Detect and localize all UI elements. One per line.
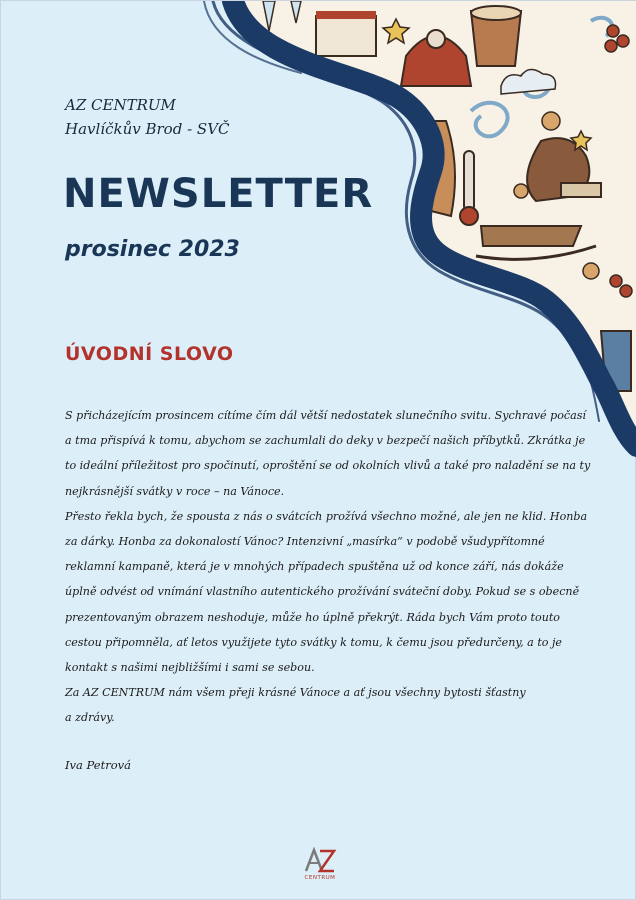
organization-location: Havlíčkův Brod - SVČ bbox=[65, 120, 230, 138]
az-centrum-logo bbox=[300, 847, 340, 881]
body-line: Přesto řekla bych, že spousta z nás o svátcích prožívá všechno možné, ale jen ne klid. Honba bbox=[65, 509, 588, 523]
calendar-icon bbox=[316, 11, 376, 56]
section-heading: ÚVODNÍ SLOVO bbox=[65, 343, 234, 365]
body-line: S přicházejícím prosincem cítíme čím dál větší nedostatek slunečního svitu. Sychravé počasí bbox=[65, 409, 586, 422]
signature: Iva Petrová bbox=[65, 758, 131, 772]
intro-text bbox=[65, 403, 591, 731]
newsletter-date: prosinec 2023 bbox=[65, 237, 240, 262]
organization-name: AZ CENTRUM bbox=[65, 96, 176, 114]
az-logo-icon bbox=[302, 847, 338, 873]
body-line: Za AZ CENTRUM nám všem přeji krásné Vánoce a ať jsou všechny bytosti šťastny bbox=[65, 686, 526, 700]
organization-block bbox=[65, 93, 230, 141]
newsletter-title: NEWSLETTER bbox=[63, 171, 374, 217]
body-line: reklamní kampaně, která je v mnohých případech spuštěna už od konce září, nás dokáže bbox=[65, 560, 564, 574]
body-line: prezentovaným obrazem neshoduje, může ho úplně překrýt. Ráda bych Vám proto touto bbox=[65, 610, 560, 624]
body-line: a zdrávy. bbox=[65, 711, 115, 725]
body-line: cestou připomněla, ať letos využijete tyto svátky k tomu, k čemu jsou předurčeny, a to je bbox=[65, 635, 562, 649]
body-line: to ideální příležitost pro spočinutí, oproštění se od okolních vlivů a také pro naladění se na ty bbox=[65, 459, 591, 473]
winter-doodle-illustration bbox=[1, 1, 636, 461]
body-line: za dárky. Honba za dokonalostí Vánoc? Intenzivní „masírka“ v podobě všudypřítomné bbox=[65, 535, 545, 549]
body-line: a tma přispívá k tomu, abychom se zachumlali do deky v bezpečí našich příbytků. Zkrátka je bbox=[65, 434, 586, 448]
mug-icon bbox=[471, 6, 521, 66]
body-line: kontakt s našimi nejbližšími i sami se sebou. bbox=[65, 661, 315, 675]
body-line: nejkrásnější svátky v roce – na Vánoce. bbox=[65, 484, 285, 498]
body-line: úplně odvést od vnímání vlastního autentického prožívání sváteční doby. Pokud se s obecně bbox=[65, 585, 580, 599]
logo-wordmark: CENTRUM bbox=[304, 875, 336, 881]
